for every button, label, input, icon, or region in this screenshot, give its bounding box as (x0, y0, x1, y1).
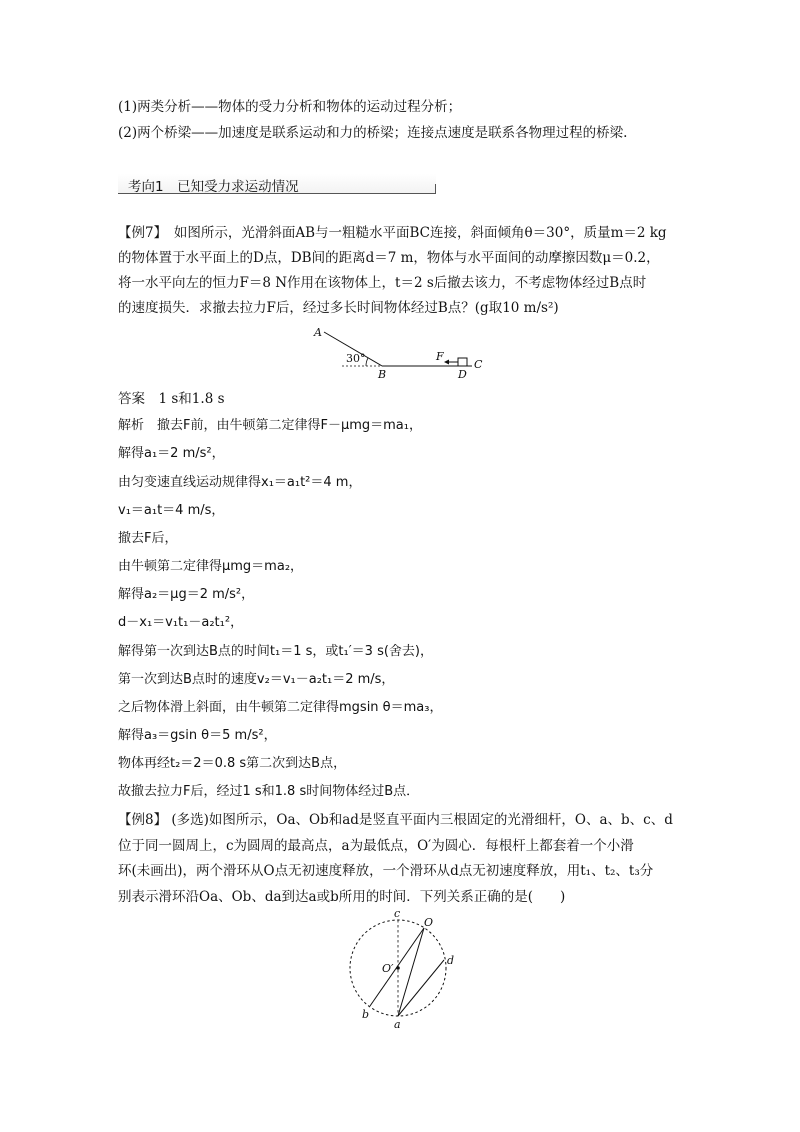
solution-line-10: 第一次到达B点时的速度v₂＝v₁－a₂t₁＝2 m/s， (118, 672, 395, 687)
center-dot (396, 966, 400, 970)
solution-line-11: 之后物体滑上斜面，由牛顿第二定律得mgsin θ＝ma₃， (118, 700, 443, 715)
rod-Oa (398, 928, 424, 1016)
label-A: A (314, 326, 322, 339)
solution-line-13: 物体再经t₂＝2＝0.8 s第二次到达B点， (118, 756, 347, 771)
solution-line-3: 由匀变速直线运动规律得x₁＝a₁t²＝4 m， (118, 475, 362, 490)
section-header (118, 174, 436, 194)
intro-line-2: (2)两个桥梁——加速度是联系运动和力的桥梁；连接点速度是联系各物理过程的桥梁. (118, 125, 628, 141)
example7-answer: 答案 1 s和1.8 s (118, 391, 225, 407)
force-arrowhead (444, 360, 449, 365)
label-C: C (474, 358, 483, 371)
label-d: d (447, 954, 455, 967)
example8-line-4: 别表示滑环沿Oa、Ob、da到达a或b所用的时间．下列关系正确的是( ) (118, 889, 566, 905)
solution-line-4: v₁＝a₁t＝4 m/s， (118, 503, 225, 518)
solution-line-6: 由牛顿第二定律得μmg＝ma₂， (118, 559, 304, 574)
label-O: O (424, 916, 434, 929)
label-B: B (378, 368, 387, 381)
example7-line-4: 的速度损失．求撤去拉力F后，经过多长时间物体经过B点？(g取10 m/s²) (118, 300, 559, 316)
angle-arc (366, 358, 368, 366)
solution-line-8: d－x₁＝v₁t₁－a₂t₁²， (118, 615, 244, 630)
label-D: D (458, 368, 467, 381)
example7-line-3: 将一水平向左的恒力F＝8 N作用在该物体上，t＝2 s后撤去该力，不考虑物体经过B点时 (118, 275, 647, 291)
solution-line-1: 解析 撤去F前，由牛顿第二定律得F－μmg＝ma₁， (118, 418, 422, 433)
circle-figure (340, 908, 470, 1032)
example7-line-1: 【例7】 如图所示，光滑斜面AB与一粗糙水平面BC连接，斜面倾角θ＝30°，质量m＝2 kg (118, 225, 667, 241)
rod-ad (398, 960, 444, 1016)
example7-line-2: 的物体置于水平面上的D点，DB间的距离d＝7 m，物体与水平面间的动摩擦因数μ＝0.2， (118, 250, 660, 266)
section-header-tick (435, 184, 436, 194)
example8-line-3: 环(未画出)，两个滑环从O点无初速度释放，一个滑环从d点无初速度释放，用t₁、t₂、t₃分 (118, 863, 654, 879)
solution-line-2: 解得a₁＝2 m/s²， (118, 446, 225, 461)
solution-line-12: 解得a₃＝gsin θ＝5 m/s²， (118, 728, 277, 743)
section-title: 考向1 已知受力求运动情况 (128, 179, 299, 195)
example8-line-1: 【例8】 (多选)如图所示，Oa、Ob和ad是竖直平面内三根固定的光滑细杆，O、a、b、c、d (118, 812, 673, 828)
block (458, 358, 467, 366)
solution-line-9: 解得第一次到达B点的时间t₁＝1 s，或t₁′＝3 s(舍去)， (118, 644, 433, 659)
solution-line-14: 故撤去拉力F后，经过1 s和1.8 s时间物体经过B点． (118, 784, 420, 799)
solution-line-5: 撤去F后， (118, 531, 178, 546)
label-b: b (362, 1008, 370, 1021)
intro-line-1: (1)两类分析——物体的受力分析和物体的运动过程分析； (118, 99, 462, 115)
solution-line-7: 解得a₂＝μg＝2 m/s²， (118, 587, 255, 602)
label-F: F (436, 350, 444, 363)
label-a: a (394, 1018, 401, 1031)
incline-figure (312, 326, 492, 382)
label-Oprime: O′ (382, 962, 394, 975)
label-c: c (394, 908, 401, 920)
example8-line-2: 位于同一圆周上，c为圆周的最高点，a为最低点，O′为圆心．每根杆上都套着一个小滑 (118, 838, 634, 854)
label-angle: 30° (346, 352, 366, 365)
